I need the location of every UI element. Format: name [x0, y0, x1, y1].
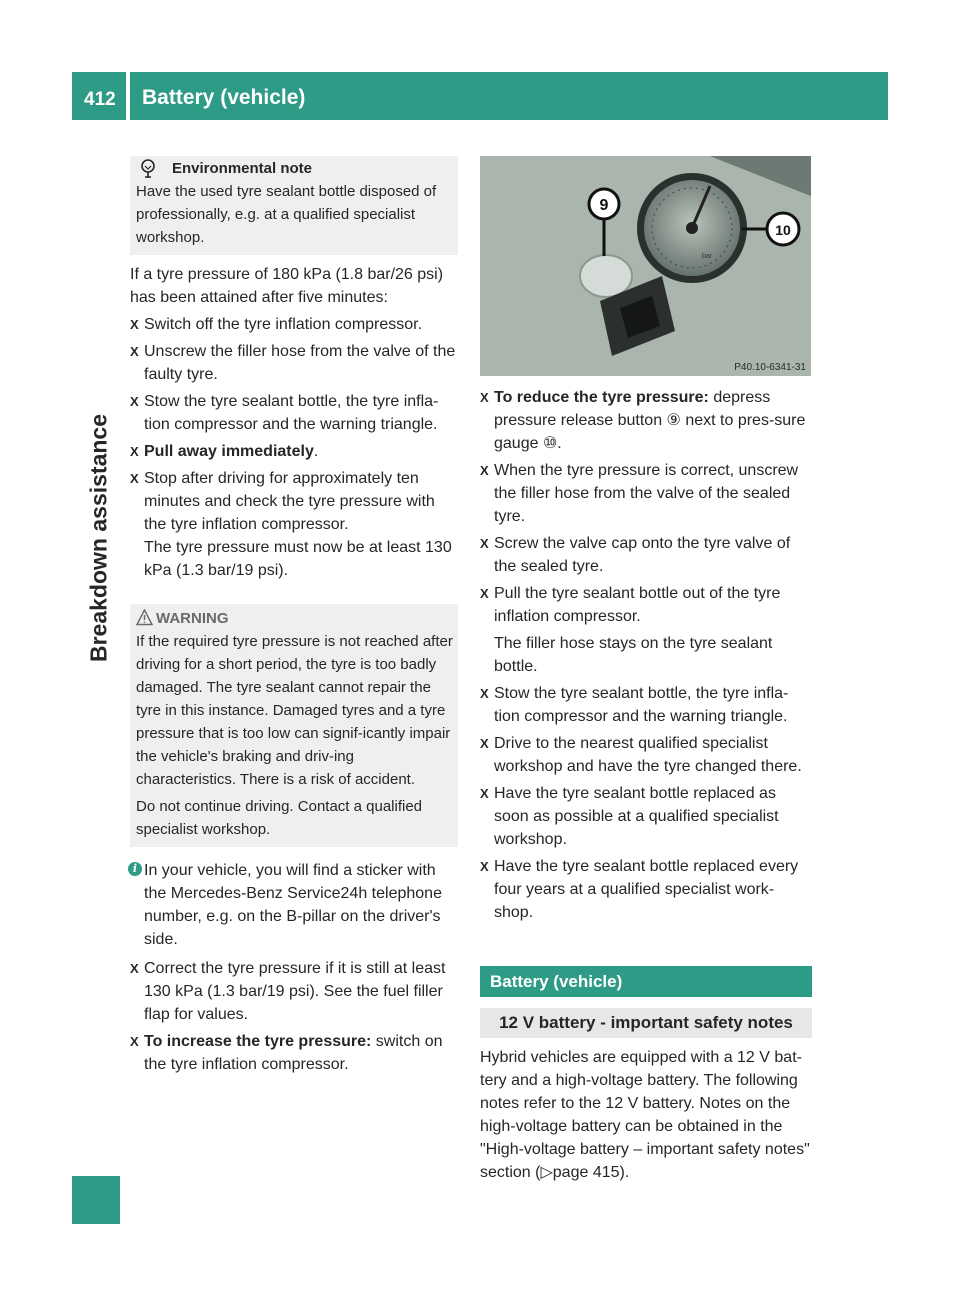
step-arrow-icon: X	[480, 686, 489, 701]
list-item: X Unscrew the filler hose from the valve of the faulty tyre.	[130, 340, 458, 386]
list-item: X Pull away immediately.	[130, 440, 458, 463]
list-item: X When the tyre pressure is correct, unscrew the filler hose from the valve of the sealed tyre.	[480, 459, 812, 528]
step-arrow-icon: X	[130, 961, 139, 976]
step-arrow-icon: X	[480, 859, 489, 874]
svg-text:10: 10	[775, 222, 791, 238]
list-item: X Screw the valve cap onto the tyre valve of the sealed tyre.	[480, 532, 812, 578]
side-tab	[84, 178, 114, 718]
step-arrow-icon: X	[480, 586, 489, 601]
page-reference-link[interactable]: page 415	[552, 1164, 620, 1181]
step-arrow-icon: X	[130, 344, 139, 359]
list-item: X Switch off the tyre inflation compressor.	[130, 313, 458, 336]
increase-label: To increase the tyre pressure:	[144, 1033, 372, 1050]
step-arrow-icon: X	[480, 536, 489, 551]
step-result: The filler hose stays on the tyre sealant bottle.	[494, 635, 773, 675]
step-arrow-icon: X	[480, 463, 489, 478]
right-column	[480, 156, 812, 1184]
env-note-body: Have the used tyre sealant bottle disposed of professionally, e.g. at a qualified specialist workshop.	[136, 183, 437, 246]
step-arrow-icon: X	[130, 394, 139, 409]
list-item: X Pull the tyre sealant bottle out of the tyre inflation compressor.	[480, 582, 812, 628]
list-item: X Correct the tyre pressure if it is still at least 130 kPa (1.3 bar/19 psi). See the fuel filler flap for values.	[130, 957, 458, 1026]
warning-box	[130, 604, 458, 847]
pressure-release-button	[580, 255, 632, 297]
info-icon: i	[128, 862, 142, 876]
step-arrow-icon: X	[130, 317, 139, 332]
lightbulb-icon	[140, 159, 156, 179]
info-note: i In your vehicle, you will find a sticker with the Mercedes-Benz Service24h telephone number, e.g. on the B-pillar on the driver's side.	[130, 859, 458, 951]
env-note-title: Environmental note	[172, 160, 313, 177]
warning-triangle-icon	[136, 609, 153, 626]
image-code: P40.10-6341-31	[734, 362, 806, 373]
warning-action: Do not continue driving. Contact a qualified specialist workshop.	[136, 798, 423, 838]
side-tab-marker	[72, 1176, 120, 1224]
side-tab-label: Breakdown assistance	[85, 413, 112, 663]
svg-text:9: 9	[599, 197, 609, 214]
pull-away-label: Pull away immediately	[144, 443, 314, 460]
header-title: Battery (vehicle)	[142, 86, 306, 109]
compressor-illustration	[480, 156, 811, 376]
warning-title: WARNING	[156, 610, 229, 627]
step-arrow-icon: X	[130, 1034, 139, 1049]
section-heading: Battery (vehicle)	[480, 966, 812, 997]
battery-paragraph: Hybrid vehicles are equipped with a 12 V bat-tery and a high-voltage battery. The following notes refer to the 12 V battery. Notes on the high-voltage battery can be obtained in the "High-voltage battery – important safety notes" section (▷page 415).	[480, 1049, 810, 1181]
list-item: X Stop after driving for approximately ten minutes and check the tyre pressure with the tyre inflation compressor. The tyre pressure must now be at least 130 kPa (1.3 bar/19 psi).	[130, 467, 458, 582]
step-arrow-icon: X	[480, 786, 489, 801]
environmental-note	[130, 156, 458, 255]
page-ref-arrow-icon: ▷	[540, 1164, 553, 1181]
step-arrow-icon: X	[130, 471, 139, 486]
subsection-heading: 12 V battery - important safety notes	[480, 1008, 812, 1038]
list-item: X Drive to the nearest qualified specialist workshop and have the tyre changed there.	[480, 732, 812, 778]
list-item: X To reduce the tyre pressure: depress pressure release button ⑨ next to pres-sure gauge ⑩.	[480, 386, 812, 455]
list-item: X To increase the tyre pressure: switch on the tyre inflation compressor.	[130, 1030, 458, 1076]
page-number: 412	[84, 89, 116, 110]
intro-text: If a tyre pressure of 180 kPa (1.8 bar/26 psi) has been attained after five minutes:	[130, 266, 444, 306]
step-result: The tyre pressure must now be at least 130 kPa (1.3 bar/19 psi).	[144, 539, 452, 579]
list-item: X Have the tyre sealant bottle replaced every four years at a qualified specialist work-shop.	[480, 855, 812, 924]
reduce-label: To reduce the tyre pressure:	[494, 389, 709, 406]
warning-body: If the required tyre pressure is not reached after driving for a short period, the tyre is too badly damaged. The tyre sealant cannot repair the tyre in this instance. Damaged tyres and a tyre pressure that is too low can signif-icantly impair the vehicle's braking and driv-ing characteristics. There is a risk of accident.	[136, 633, 453, 788]
list-item: X Stow the tyre sealant bottle, the tyre infla-tion compressor and the warning triangle.	[130, 390, 458, 436]
step-arrow-icon: X	[130, 444, 139, 459]
header-divider	[126, 72, 130, 120]
left-column	[130, 156, 458, 1076]
list-item: X Stow the tyre sealant bottle, the tyre infla-tion compressor and the warning triangle.	[480, 682, 812, 728]
compressor-photo	[480, 156, 811, 376]
list-item: X Have the tyre sealant bottle replaced as soon as possible at a qualified specialist workshop.	[480, 782, 812, 851]
step-arrow-icon: X	[480, 736, 489, 751]
compressor-body	[480, 156, 811, 376]
gauge-unit: bar	[702, 253, 713, 260]
step-arrow-icon: X	[480, 390, 489, 405]
